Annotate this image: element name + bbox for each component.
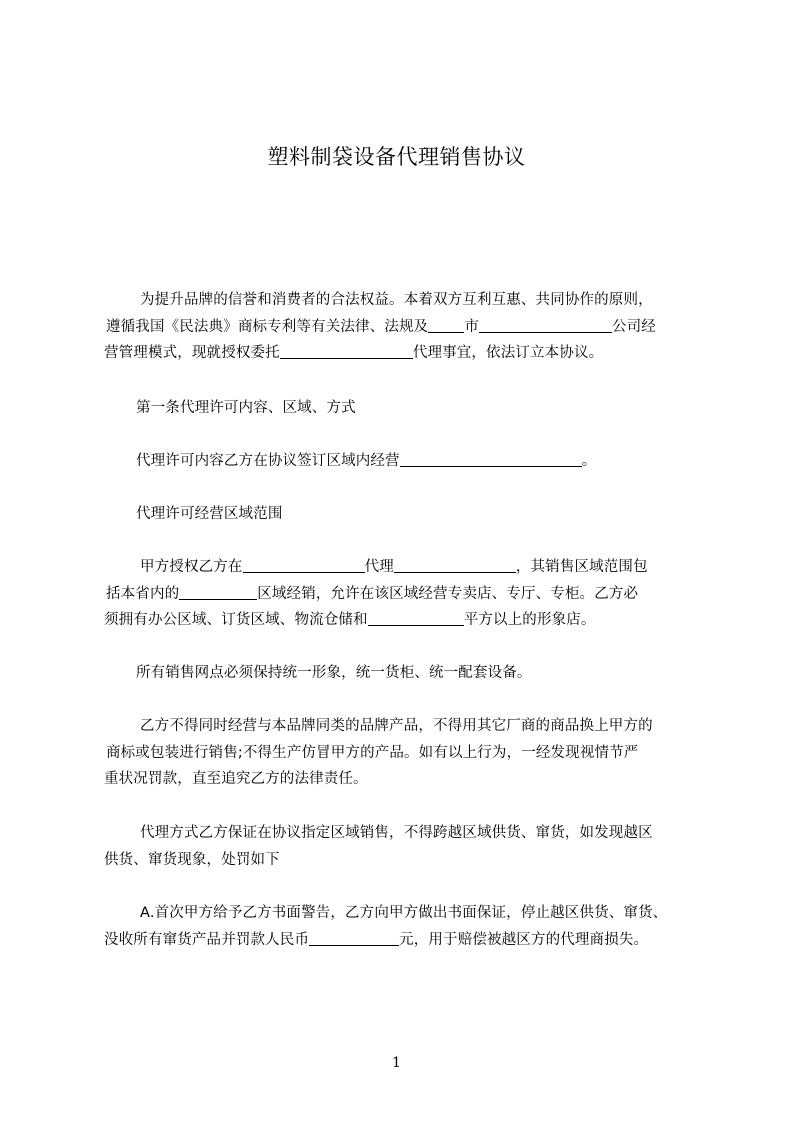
prohibition-line-1: 乙方不得同时经营与本品牌同类的品牌产品，不得用其它厂商的商品换上甲方的 xyxy=(140,718,653,734)
document-title: 塑料制袋设备代理销售协议 xyxy=(267,145,526,169)
intro-line-2-text: 遵循我国《民法典》商标专利等有关法律、法规及 xyxy=(106,318,429,335)
uniform-line: 所有销售网点必须保持统一形象，统一货柜、统一配套设备。 xyxy=(136,665,532,681)
license-content-line xyxy=(104,448,704,475)
method-line-2: 供货、窜货现象，处罚如下 xyxy=(104,851,280,868)
intro-line-1: 为提升品牌的信誉和消费者的合法权益。本着双方互利互惠、共同协作的原则， xyxy=(140,292,653,308)
region-heading xyxy=(104,501,704,528)
method-paragraph xyxy=(104,820,704,873)
region-line-1-text: 甲方授权乙方在 xyxy=(140,559,243,575)
prohibition-paragraph xyxy=(104,713,704,793)
fine-amount-blank[interactable] xyxy=(309,928,399,946)
penalty-a-line-2-text: 没收所有窜货产品并罚款人民币 xyxy=(104,931,310,948)
region-line-2 xyxy=(104,581,704,608)
province-area-blank[interactable] xyxy=(179,582,257,600)
intro-line-3 xyxy=(104,340,704,367)
region-line-2-text: 括本省内的 xyxy=(106,585,180,602)
region-line-1-mid: 代理 xyxy=(364,559,394,575)
penalty-a-line-1: A.首次甲方给予乙方书面警告，乙方向甲方做出书面保证，停止越区供货、窜货、 xyxy=(140,905,668,921)
intro-line-3-suffix: 代理事宜，依法订立本协议。 xyxy=(412,345,604,361)
region-line-1-end: ，其销售区域范围包 xyxy=(515,559,648,575)
region-paragraph xyxy=(104,554,704,634)
business-scope-blank[interactable] xyxy=(400,449,582,467)
region-line-3-end: 平方以上的形象店。 xyxy=(463,612,596,628)
license-content-end: 。 xyxy=(581,453,597,469)
penalty-a-paragraph xyxy=(104,900,704,953)
license-content-paragraph xyxy=(104,448,704,475)
agent-blank[interactable] xyxy=(280,341,413,359)
region-line-1 xyxy=(104,554,704,581)
prohibition-line-2: 商标或包装进行销售;不得生产仿冒甲方的产品。如有以上行为，一经发现视情节严 xyxy=(106,744,639,761)
penalty-a-line-2 xyxy=(104,927,704,954)
region-line-2-end: 区域经销，允许在该区域经营专卖店、专厅、专柜。乙方必 xyxy=(257,585,639,602)
intro-line-2 xyxy=(104,314,704,341)
region-line-3-text: 须拥有办公区域、订货区域、物流仓储和 xyxy=(104,612,368,628)
intro-company-suffix: 公司经 xyxy=(611,318,656,335)
license-content-text: 代理许可内容乙方在协议签订区域内经营 xyxy=(136,453,400,469)
area-size-blank[interactable] xyxy=(368,608,464,626)
company-blank[interactable] xyxy=(479,315,612,333)
intro-line-3-text: 营管理模式，现就授权委托 xyxy=(104,345,280,361)
region-line-3 xyxy=(104,607,704,634)
intro-city-suffix: 市 xyxy=(464,318,479,335)
article-1-heading-text: 第一条代理许可内容、区域、方式 xyxy=(136,400,356,416)
intro-paragraph xyxy=(104,287,704,367)
method-line-1: 代理方式乙方保证在协议指定区域销售，不得跨越区域供货、窜货，如发现越区 xyxy=(140,825,653,841)
article-1-heading xyxy=(104,395,704,422)
region-blank[interactable] xyxy=(243,555,365,573)
page-number: 1 xyxy=(392,1055,401,1071)
penalty-a-line-2-end: 元，用于赔偿被越区方的代理商损失。 xyxy=(399,931,649,948)
product-blank[interactable] xyxy=(394,555,516,573)
city-blank[interactable] xyxy=(428,315,464,333)
uniform-paragraph xyxy=(104,660,704,687)
prohibition-line-3: 重状况罚款，直至追究乙方的法律责任。 xyxy=(104,771,368,787)
region-heading-text: 代理许可经营区域范围 xyxy=(136,506,283,522)
